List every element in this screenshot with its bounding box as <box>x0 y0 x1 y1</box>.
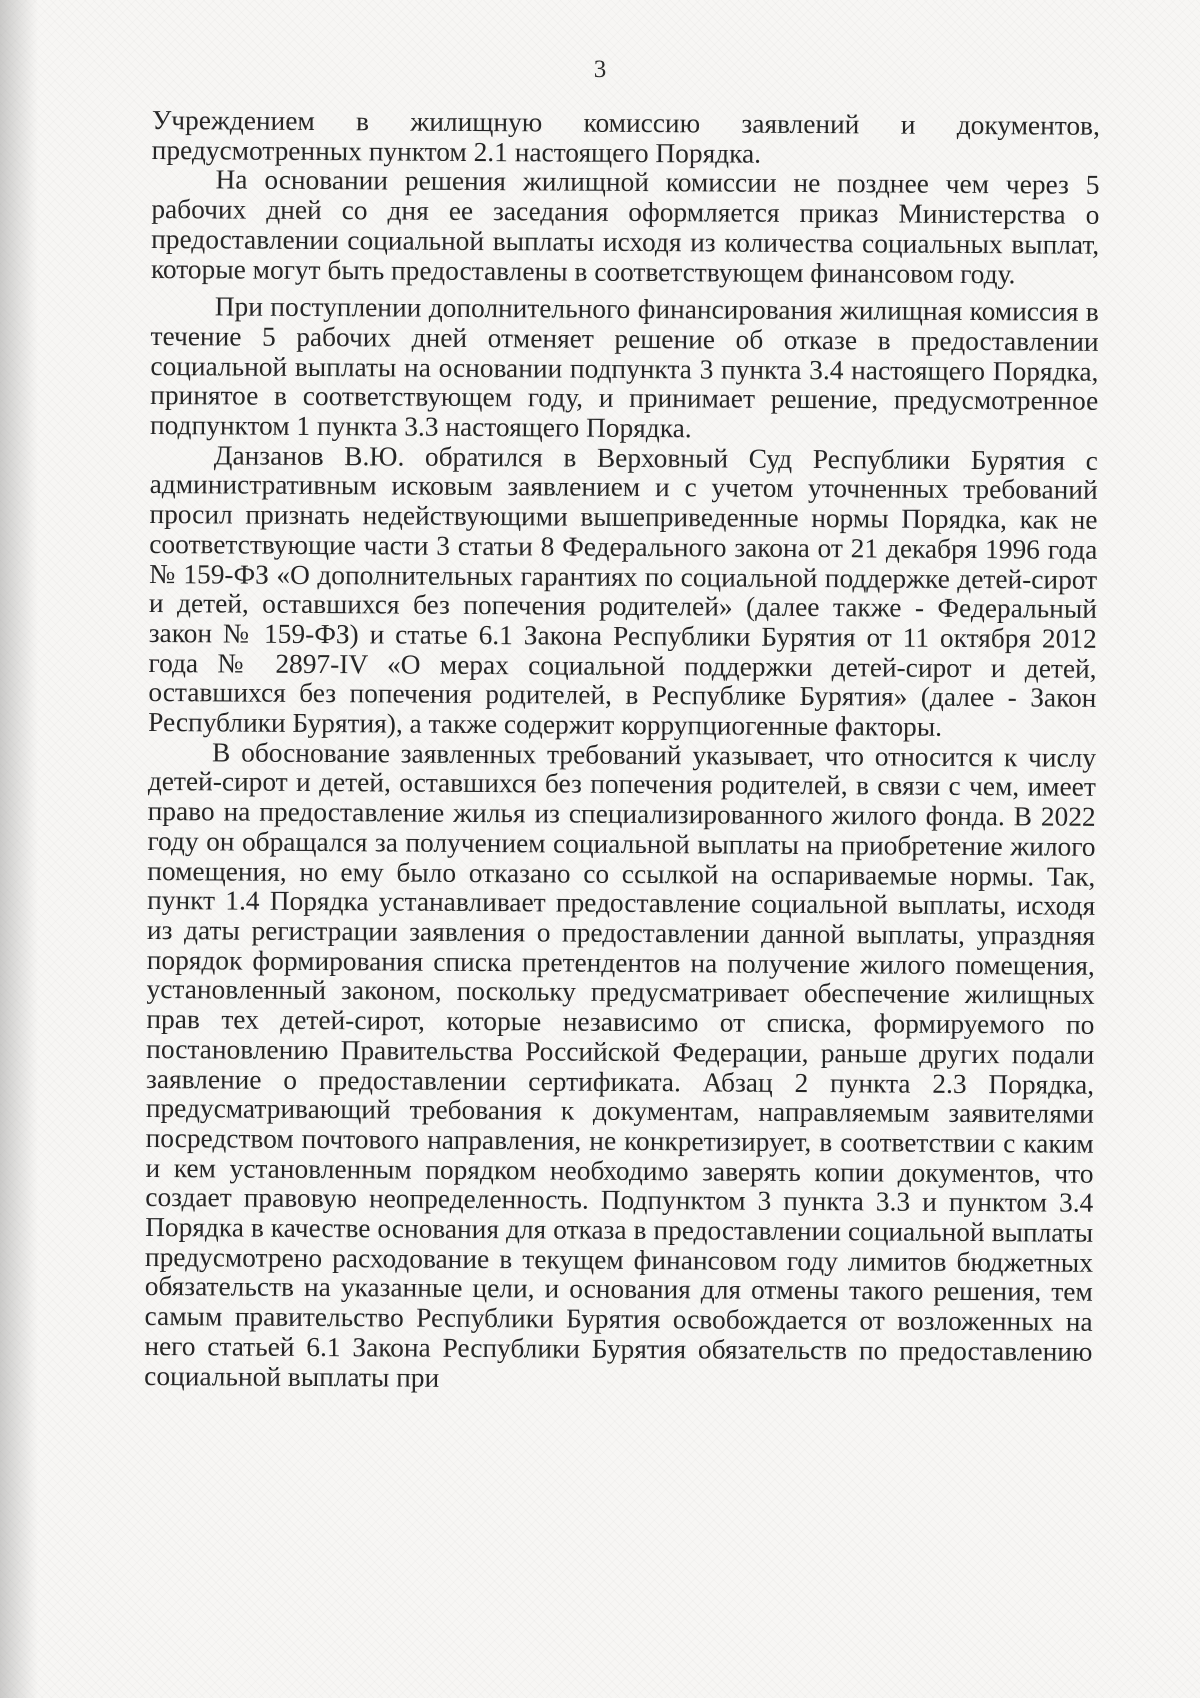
paragraph-claim: Данзанов В.Ю. обратился в Верховный Суд Республики Бурятия с административным исковым заявлением и с учетом уточненных требований просил признать недействующими вышеприведенные нормы Порядка, как не соответствующие части 3 статьи 8 Федерального закона от 21 декабря 1996 года № 159-ФЗ «О дополнительных гарантиях по социальной поддержке детей-сирот и детей, оставшихся без попечения родителей» (далее также - Федеральный закон № 159-ФЗ) и статье 6.1 Закона Республики Бурятия от 11 октября 2012 года № 2897-IV «О мерах социальной поддержки детей-сирот и детей, оставшихся без попечения родителей, в Республике Бурятия» (далее - Закон Республики Бурятия), а также содержит коррупциогенные факторы. <box>148 440 1098 742</box>
paragraph-continuation: Учреждением в жилищную комиссию заявлений и документов, предусмотренных пунктом 2.1 настоящего Порядка. <box>151 105 1100 169</box>
scan-edge-shadow <box>0 0 38 1698</box>
page-number: 3 <box>593 56 607 83</box>
paragraph-grounds: В обоснование заявленных требований указывает, что относится к числу детей-сирот и детей, оставшихся без попечения родителей, в связи с чем, имеет право на предоставление жилья из специализированного жилого фонда. В 2022 году он обращался за получением социальной выплаты на приобретение жилого помещения, но ему было отказано со ссылкой на оспариваемые нормы. Так, пункт 1.4 Порядка устанавливает предоставление социальной выплаты, исходя из даты регистрации заявления о предоставлении данной выплаты, упраздняя порядок формирования списка претендентов на получение жилого помещения, установленный законом, поскольку предусматривает обеспечение жилищных прав тех детей-сирот, которые независимо от списка, формируемого по постановлению Правительства Российской Федерации, раньше других подали заявление о предоставлении сертификата. Абзац 2 пункта 2.3 Порядка, предусматривающий требования к документам, направляемым заявителями посредством почтового направления, не конкретизирует, в соответствии с каким и кем установленным порядком необходимо заверять копии документов, что создает правовую неопределенность. Подпунктом 3 пункта 3.3 и пунктом 3.4 Порядка в качестве основания для отказа в предоставлении социальной выплаты предусмотрено расходование в текущем финансовом году лимитов бюджетных обязательств на указанные цели, и основания для отмены такого решения, тем самым правительство Республики Бурятия освобождается от возложенных на него статьей 6.1 Закона Республики Бурятия обязательств по предоставлению социальной выплаты при <box>144 737 1097 1393</box>
paragraph-commission-decision: На основании решения жилищной комиссии не позднее чем через 5 рабочих дней со дня ее заседания оформляется приказ Министерства о предоставлении социальной выплаты исходя из количества социальных выплат, которые могут быть предоставлены в соответствующем финансовом году. <box>150 164 1100 289</box>
paragraph-additional-funding: При поступлении дополнительного финансирования жилищная комиссия в течение 5 рабочих дней отменяет решение об отказе в предоставлении социальной выплаты на основании подпункта 3 пункта 3.4 настоящего Порядка, принятое в соответствующем году, и принимает решение, предусмотренное подпунктом 1 пункта 3.3 настоящего Порядка. <box>149 291 1099 444</box>
document-body <box>144 106 1100 1397</box>
